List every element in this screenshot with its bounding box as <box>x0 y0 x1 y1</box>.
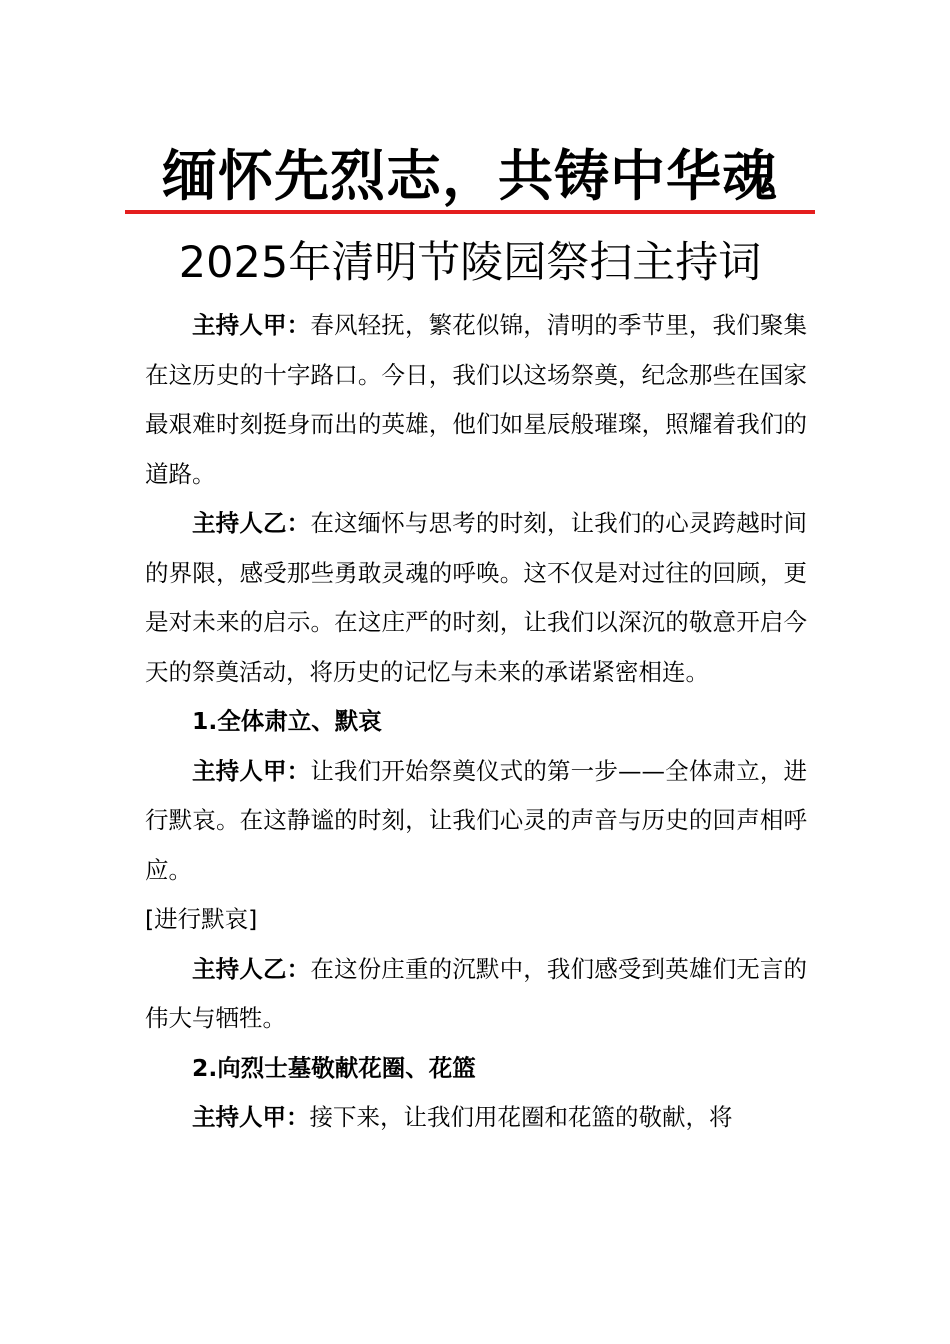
paragraph <box>145 747 807 896</box>
paragraph <box>145 301 807 499</box>
paragraph-text: 接下来，让我们用花圈和花篮的敬献，将 <box>309 1103 733 1131</box>
paragraph <box>145 945 807 1044</box>
sub-title: 2025年清明节陵园祭扫主持词 <box>178 238 762 288</box>
paragraph <box>145 499 807 697</box>
body-text <box>145 301 807 1143</box>
paragraph-text: 在这缅怀与思考的时刻，让我们的心灵跨越时间的界限，感受那些勇敢灵魂的呼唤。这不仅是对过往的回顾，更是对未来的启示。在这庄严的时刻，让我们以深沉的敬意开启今天的祭奠活动，将历史的记忆与未来的承诺紧密相连。 <box>145 509 808 686</box>
paragraph-text: 让我们开始祭奠仪式的第一步——全体肃立，进行默哀。在这静谧的时刻，让我们心灵的声音与历史的回声相呼应。 <box>145 756 808 884</box>
title-underline <box>125 210 815 214</box>
section-heading: 1.全体肃立、默哀 <box>192 707 382 735</box>
speaker-label: 主持人甲： <box>192 1103 310 1131</box>
speaker-label: 主持人甲： <box>192 756 311 785</box>
speaker-label: 主持人乙： <box>192 954 311 983</box>
paragraph <box>145 1093 807 1143</box>
speaker-label: 主持人甲： <box>192 311 311 339</box>
speaker-label: 主持人乙： <box>192 509 311 537</box>
main-title: 缅怀先烈志，共铸中华魂 <box>161 144 778 208</box>
stage-note: [进行默哀] <box>145 905 258 933</box>
paragraph-text: 春风轻抚，繁花似锦，清明的季节里，我们聚集在这历史的十字路口。今日，我们以这场祭奠，纪念那些在国家最艰难时刻挺身而出的英雄，他们如星辰般璀璨，照耀着我们的道路。 <box>145 311 808 488</box>
section-heading: 2.向烈士墓敬献花圈、花篮 <box>192 1053 476 1082</box>
paragraph-text: 在这份庄重的沉默中，我们感受到英雄们无言的伟大与牺牲。 <box>145 954 808 1032</box>
